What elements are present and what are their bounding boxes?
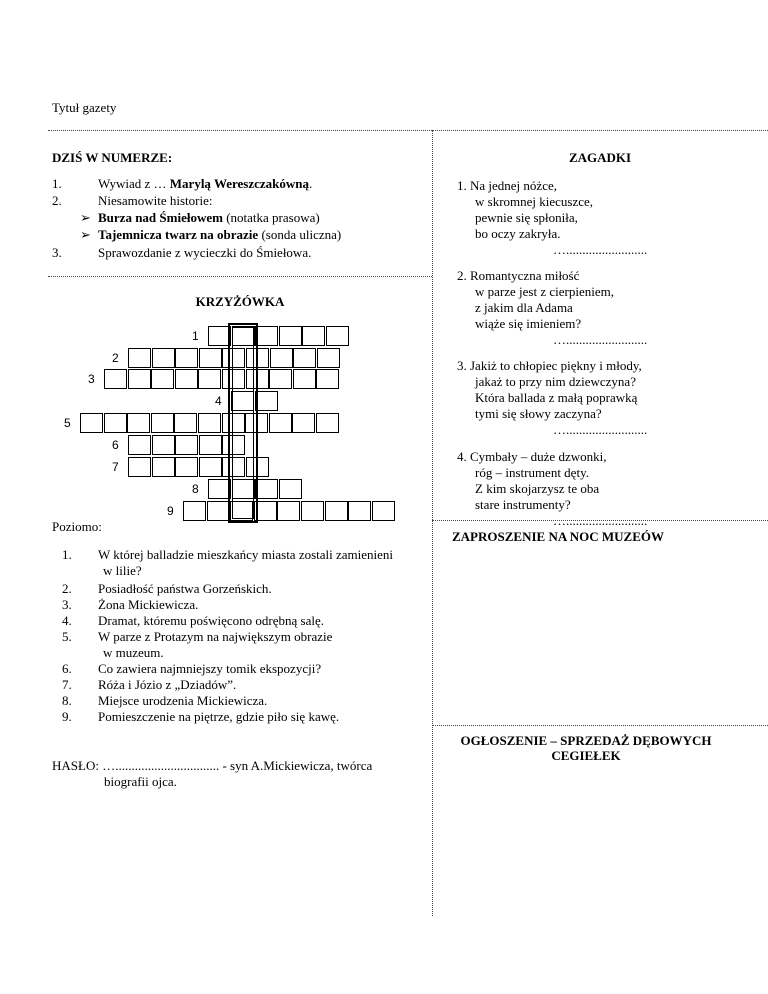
crossword-cell[interactable] — [222, 457, 245, 477]
contents-heading: DZIŚ W NUMERZE: — [52, 150, 173, 165]
crossword-cell[interactable] — [208, 479, 231, 499]
clue-number: 7. — [62, 677, 72, 692]
crossword-cell[interactable] — [127, 413, 150, 433]
crossword-cell[interactable] — [151, 413, 174, 433]
riddle-answer-blank[interactable]: …......................... — [553, 332, 648, 347]
riddle-line: Z kim skojarzysz te oba — [475, 481, 600, 496]
crossword-row-number: 4 — [215, 394, 222, 408]
crossword-cell[interactable] — [151, 369, 174, 389]
crossword-cell[interactable] — [175, 348, 198, 368]
crossword-cell[interactable] — [255, 326, 278, 346]
riddle-line: 1. Na jednej nóżce, — [457, 178, 557, 193]
crossword-cell[interactable] — [232, 326, 255, 346]
top-separator — [48, 130, 768, 131]
crossword-cell[interactable] — [128, 435, 151, 455]
crossword-cell[interactable] — [198, 369, 221, 389]
contents-item-number: 1. — [52, 176, 62, 191]
clue-text: Róża i Józio z „Dziadów”. — [98, 677, 237, 692]
contents-item-number: 3. — [52, 245, 62, 260]
crossword-cell[interactable] — [348, 501, 371, 521]
clue-text: Żona Mickiewicza. — [98, 597, 199, 612]
crossword-row-number: 8 — [192, 482, 199, 496]
clue-number: 5. — [62, 629, 72, 644]
crossword-cell[interactable] — [232, 479, 255, 499]
riddle-line: 4. Cymbały – duże dzwonki, — [457, 449, 607, 464]
password-line: HASŁO: …................................ - syn A.Mickiewicza, twórca — [52, 758, 373, 773]
crossword-cell[interactable] — [175, 369, 198, 389]
crossword-cell[interactable] — [104, 369, 127, 389]
museum-night-heading: ZAPROSZENIE NA NOC MUZEÓW — [452, 529, 664, 544]
clue-text: Co zawiera najmniejszy tomik ekspozycji? — [98, 661, 322, 676]
crossword-cell[interactable] — [152, 457, 175, 477]
crossword-cell[interactable] — [183, 501, 206, 521]
bullet-arrow-icon: ➢ — [80, 227, 91, 242]
crossword-cell[interactable] — [199, 435, 222, 455]
contents-subitem-face — [98, 227, 341, 242]
crossword-cell[interactable] — [316, 369, 339, 389]
riddle-line: stare instrumenty? — [475, 497, 571, 512]
crossword-cell[interactable] — [269, 413, 292, 433]
column-separator — [432, 130, 433, 916]
clue-text-cont: w muzeum. — [103, 645, 164, 660]
riddle-line: w parze jest z cierpieniem, — [475, 284, 614, 299]
crossword-cell[interactable] — [246, 369, 269, 389]
riddles-heading: ZAGADKI — [568, 150, 632, 165]
clue-text: Dramat, któremu poświęcono odrębną salę. — [98, 613, 324, 628]
crossword-cell[interactable] — [372, 501, 395, 521]
crossword-row-number: 3 — [88, 372, 95, 386]
crossword-row-number: 7 — [112, 460, 119, 474]
clue-number: 1. — [62, 547, 72, 562]
contents-item-number: 2. — [52, 193, 62, 208]
crossword-cell[interactable] — [207, 501, 230, 521]
crossword-cell[interactable] — [255, 479, 278, 499]
crossword-cell[interactable] — [128, 348, 151, 368]
riddle-line: tymi się słowy zaczyna? — [475, 406, 602, 421]
across-heading: Poziomo: — [52, 519, 102, 534]
riddle-line: 3. Jakiż to chłopiec piękny i młody, — [457, 358, 642, 373]
clue-text-cont: w lilie? — [103, 563, 142, 578]
contents-item-text: . — [309, 176, 313, 191]
riddle-line: w skromnej kiecuszce, — [475, 194, 594, 209]
clue-text: Posiadłość państwa Gorzeńskich. — [98, 581, 272, 596]
crossword-cell[interactable] — [301, 501, 324, 521]
crossword-cell[interactable] — [80, 413, 103, 433]
crossword-cell[interactable] — [198, 413, 221, 433]
crossword-cell[interactable] — [152, 348, 175, 368]
crossword-cell[interactable] — [128, 457, 151, 477]
crossword-cell[interactable] — [245, 413, 268, 433]
contents-subitem-storm — [98, 210, 320, 225]
newspaper-title: Tytuł gazety — [52, 100, 117, 115]
crossword-cell[interactable] — [199, 457, 222, 477]
crossword-row-number: 5 — [64, 416, 71, 430]
crossword-row-number: 6 — [112, 438, 119, 452]
crossword-cell[interactable] — [128, 369, 151, 389]
crossword-cell[interactable] — [325, 501, 348, 521]
password-column-inner-frame — [232, 327, 254, 519]
contents-item-stories: Niesamowite historie: — [98, 193, 213, 208]
crossword-cell[interactable] — [246, 457, 269, 477]
crossword-heading: KRZYŻÓWKA — [195, 294, 285, 309]
riddle-line: wiąże się imieniem? — [475, 316, 582, 331]
interviewee-name: Marylą Wereszczakówną — [169, 176, 310, 191]
crossword-cell[interactable] — [222, 435, 245, 455]
clue-number: 9. — [62, 709, 72, 724]
password-column-frame — [228, 323, 258, 523]
crossword-cell[interactable] — [270, 348, 293, 368]
crossword-cell[interactable] — [279, 326, 302, 346]
subitem-title: Tajemnicza twarz na obrazie — [98, 227, 259, 242]
riddle-line: róg – instrument dęty. — [475, 465, 589, 480]
riddle-line: 2. Romantyczna miłość — [457, 268, 580, 283]
riddle-line: z jakim dla Adama — [475, 300, 573, 315]
crossword-cell[interactable] — [254, 501, 277, 521]
crossword-cell[interactable] — [279, 479, 302, 499]
crossword-cell[interactable] — [230, 501, 253, 521]
contents-item-trip: Sprawozdanie z wycieczki do Śmiełowa. — [98, 245, 312, 260]
crossword-cell[interactable] — [175, 435, 198, 455]
crossword-cell[interactable] — [231, 391, 254, 411]
clue-number: 6. — [62, 661, 72, 676]
crossword-cell[interactable] — [222, 348, 245, 368]
crossword-cell[interactable] — [152, 435, 175, 455]
clue-number: 4. — [62, 613, 72, 628]
crossword-cell[interactable] — [317, 348, 340, 368]
crossword-row-number: 1 — [192, 329, 199, 343]
riddle-line: pewnie się spłoniła, — [475, 210, 578, 225]
clue-text: Pomieszczenie na piętrze, gdzie piło się kawę. — [98, 709, 340, 724]
sale-heading: OGŁOSZENIE – SPRZEDAŻ DĘBOWYCH — [460, 733, 712, 748]
crossword-cell[interactable] — [326, 326, 349, 346]
crossword-cell[interactable] — [208, 326, 231, 346]
riddle-line: Która ballada z małą poprawką — [475, 390, 638, 405]
crossword-cell[interactable] — [293, 348, 316, 368]
riddle-answer-blank[interactable]: …......................... — [553, 422, 648, 437]
crossword-cell[interactable] — [292, 413, 315, 433]
subitem-title: Burza nad Śmiełowem — [98, 210, 223, 225]
separator-contents — [48, 276, 432, 277]
separator-sale — [432, 725, 768, 726]
crossword-cell[interactable] — [246, 348, 269, 368]
clue-number: 3. — [62, 597, 72, 612]
crossword-cell[interactable] — [255, 391, 278, 411]
contents-item-text: Wywiad z … — [98, 176, 170, 191]
crossword-cell[interactable] — [104, 413, 127, 433]
crossword-cell[interactable] — [222, 369, 245, 389]
crossword-cell[interactable] — [316, 413, 339, 433]
bullet-arrow-icon: ➢ — [80, 210, 91, 225]
clue-number: 2. — [62, 581, 72, 596]
crossword-cell[interactable] — [199, 348, 222, 368]
riddle-line: jakaż to przy nim dziewczyna? — [475, 374, 636, 389]
riddle-line: bo oczy zakryła. — [475, 226, 561, 241]
subitem-note: (sonda uliczna) — [258, 227, 342, 242]
crossword-cell[interactable] — [175, 457, 198, 477]
crossword-cell[interactable] — [293, 369, 316, 389]
crossword-row-number: 9 — [167, 504, 174, 518]
crossword-cell[interactable] — [277, 501, 300, 521]
sale-heading-cont: CEGIEŁEK — [551, 748, 621, 763]
subitem-note: (notatka prasowa) — [222, 210, 320, 225]
crossword-cell[interactable] — [269, 369, 292, 389]
clue-number: 8. — [62, 693, 72, 708]
password-line-cont: biografii ojca. — [104, 774, 177, 789]
crossword-cell[interactable] — [222, 413, 245, 433]
crossword-cell[interactable] — [302, 326, 325, 346]
clue-text: Miejsce urodzenia Mickiewicza. — [98, 693, 268, 708]
crossword-cell[interactable] — [174, 413, 197, 433]
contents-item-interview — [98, 176, 312, 191]
clue-text: W której balladzie mieszkańcy miasta zostali zamienieni — [98, 547, 394, 562]
crossword-row-number: 2 — [112, 351, 119, 365]
clue-text: W parze z Protazym na największym obrazie — [98, 629, 333, 644]
riddle-answer-blank[interactable]: …......................... — [553, 513, 648, 528]
riddle-answer-blank[interactable]: …......................... — [553, 242, 648, 257]
